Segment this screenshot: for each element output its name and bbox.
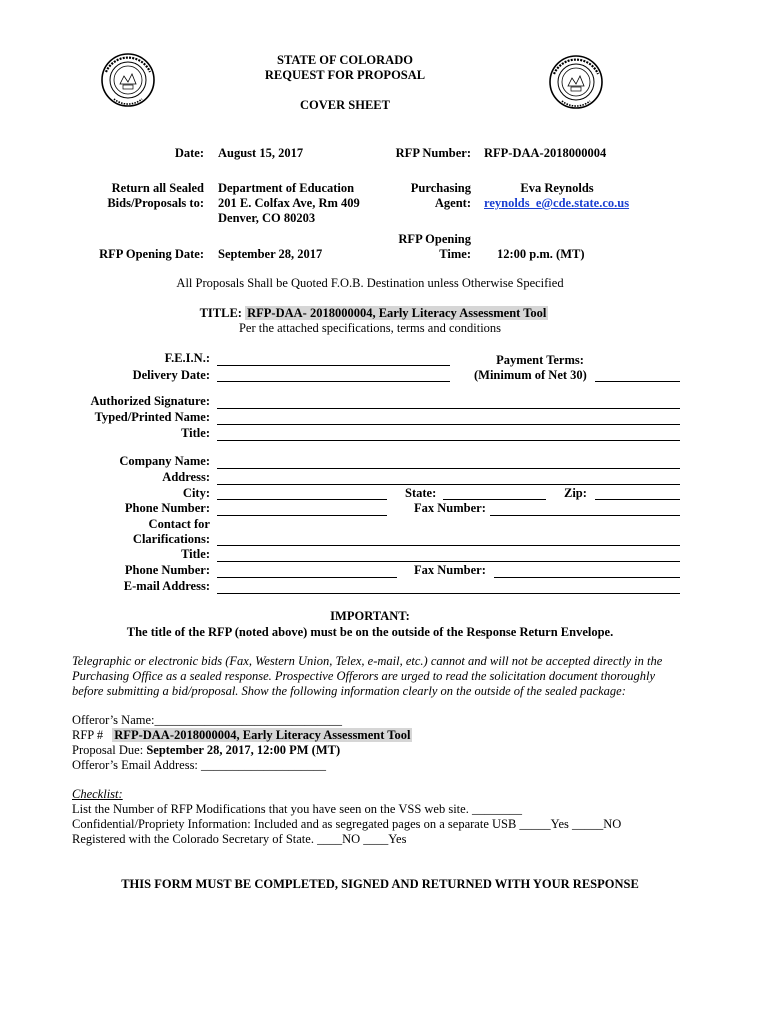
agent-label-2: Agent: (434, 196, 471, 210)
footer-instruction: THIS FORM MUST BE COMPLETED, SIGNED AND RETURNED WITH YOUR RESPONSE (121, 877, 639, 891)
authorized-signature-field[interactable] (217, 408, 680, 409)
fax-field[interactable] (490, 515, 680, 516)
fob-note: All Proposals Shall be Quoted F.O.B. Destination unless Otherwise Specified (176, 276, 564, 290)
important-text: The title of the RFP (noted above) must be on the outside of the Response Return Envelope. (126, 625, 614, 639)
typed-name-field[interactable] (217, 424, 680, 425)
proposal-due-value: September 28, 2017, 12:00 PM (MT) (146, 743, 341, 757)
dept-line1: Department of Education (218, 181, 355, 195)
notice-line-1: Telegraphic or electronic bids (Fax, Western Union, Telex, e-mail, etc.) cannot and will not be accepted directly in the (72, 654, 663, 668)
contact-phone-field[interactable] (217, 577, 397, 578)
rfp-subtitle: Per the attached specifications, terms and conditions (238, 321, 502, 335)
contact-label-1: Contact for (148, 517, 210, 531)
header-state: STATE OF COLORADO (277, 53, 413, 67)
opening-time-label-1: RFP Opening (398, 232, 471, 246)
fein-field[interactable] (217, 365, 450, 366)
envelope-rfp-value: RFP-DAA-2018000004, Early Literacy Assessment Tool (114, 728, 411, 742)
agent-email-link[interactable]: reynolds_e@cde.state.co.us (484, 196, 630, 210)
rfp-title-text: RFP-DAA- 2018000004, Early Literacy Assessment Tool (247, 306, 547, 320)
header-cover-sheet: COVER SHEET (300, 98, 390, 112)
contact-phone-label: Phone Number: (124, 563, 210, 577)
dept-line3: Denver, CO 80203 (218, 211, 316, 225)
envelope-rfp-line (72, 728, 412, 743)
proposal-due-label: Proposal Due: (72, 743, 147, 757)
company-name-field[interactable] (217, 468, 680, 469)
contact-label-2: Clarifications: (132, 532, 210, 546)
contact-field[interactable] (217, 545, 680, 546)
envelope-rfp-prefix: RFP # (72, 728, 104, 742)
colorado-seal-right-icon (548, 54, 604, 110)
notice-line-2: Purchasing Office as a sealed response. Prospective Offerors are urged to read the solicitation document thoroughly (72, 669, 656, 683)
authorized-signature-label: Authorized Signature: (90, 394, 210, 408)
phone-field[interactable] (217, 515, 387, 516)
opening-date-label: RFP Opening Date: (99, 247, 204, 261)
rfp-title (100, 306, 648, 321)
payment-terms-min-label: (Minimum of Net 30) (474, 368, 587, 382)
contact-title-field[interactable] (217, 561, 680, 562)
fax-label: Fax Number: (414, 501, 486, 515)
address-label: Address: (162, 470, 210, 484)
return-label-2: Bids/Proposals to: (107, 196, 204, 210)
offeror-email-label: Offeror’s Email Address: (72, 758, 202, 772)
city-field[interactable] (217, 499, 387, 500)
typed-name-label: Typed/Printed Name: (94, 410, 210, 424)
city-label: City: (182, 486, 210, 500)
signer-title-label: Title: (181, 426, 210, 440)
offeror-email-blank: ____________________ (201, 758, 327, 772)
opening-time-value: 12:00 p.m. (MT) (497, 247, 585, 261)
colorado-seal-left-icon (100, 52, 156, 108)
offeror-name-line: Offeror’s Name:______________________________ (72, 713, 342, 727)
payment-terms-field[interactable] (595, 381, 680, 382)
agent-label-1: Purchasing (410, 181, 471, 195)
email-label: E-mail Address: (123, 579, 210, 593)
fein-label: F.E.I.N.: (164, 351, 210, 365)
rfp-title-prefix: TITLE: (199, 306, 246, 320)
opening-time-label-2: Time: (439, 247, 471, 261)
contact-title-label: Title: (181, 547, 210, 561)
state-field[interactable] (443, 499, 546, 500)
dept-line2: 201 E. Colfax Ave, Rm 409 (218, 196, 360, 210)
delivery-date-label: Delivery Date: (132, 368, 210, 382)
zip-field[interactable] (595, 499, 680, 500)
checklist-item-1: List the Number of RFP Modifications that you have seen on the VSS web site. ________ (72, 802, 522, 816)
address-field[interactable] (217, 484, 680, 485)
agent-name: Eva Reynolds (520, 181, 594, 195)
phone-label: Phone Number: (124, 501, 210, 515)
date-value: August 15, 2017 (218, 146, 304, 160)
offeror-email-line (72, 758, 326, 773)
contact-fax-label: Fax Number: (414, 563, 486, 577)
header-rfp: REQUEST FOR PROPOSAL (264, 68, 426, 82)
important-heading: IMPORTANT: (330, 609, 410, 623)
proposal-due-line (72, 743, 340, 758)
zip-label: Zip: (564, 486, 587, 500)
delivery-date-field[interactable] (217, 381, 450, 382)
checklist-heading: Checklist: (72, 787, 123, 801)
state-label: State: (405, 486, 437, 500)
notice-line-3: before submitting a bid/proposal. Show the following information clearly on the outside of the sealed package: (72, 684, 626, 698)
payment-terms-label: Payment Terms: (496, 353, 584, 367)
signer-title-field[interactable] (217, 440, 680, 441)
company-name-label: Company Name: (119, 454, 210, 468)
opening-date-value: September 28, 2017 (218, 247, 323, 261)
return-label-1: Return all Sealed (111, 181, 204, 195)
date-label: Date: (174, 146, 204, 160)
contact-fax-field[interactable] (494, 577, 680, 578)
email-field[interactable] (217, 593, 680, 594)
checklist-item-2: Confidential/Propriety Information: Included and as segregated pages on a separate USB _____Yes _____NO (72, 817, 622, 831)
rfp-number-label: RFP Number: (395, 146, 471, 160)
rfp-number-value: RFP-DAA-2018000004 (484, 146, 607, 160)
checklist-item-3: Registered with the Colorado Secretary of State. ____NO ____Yes (72, 832, 407, 846)
